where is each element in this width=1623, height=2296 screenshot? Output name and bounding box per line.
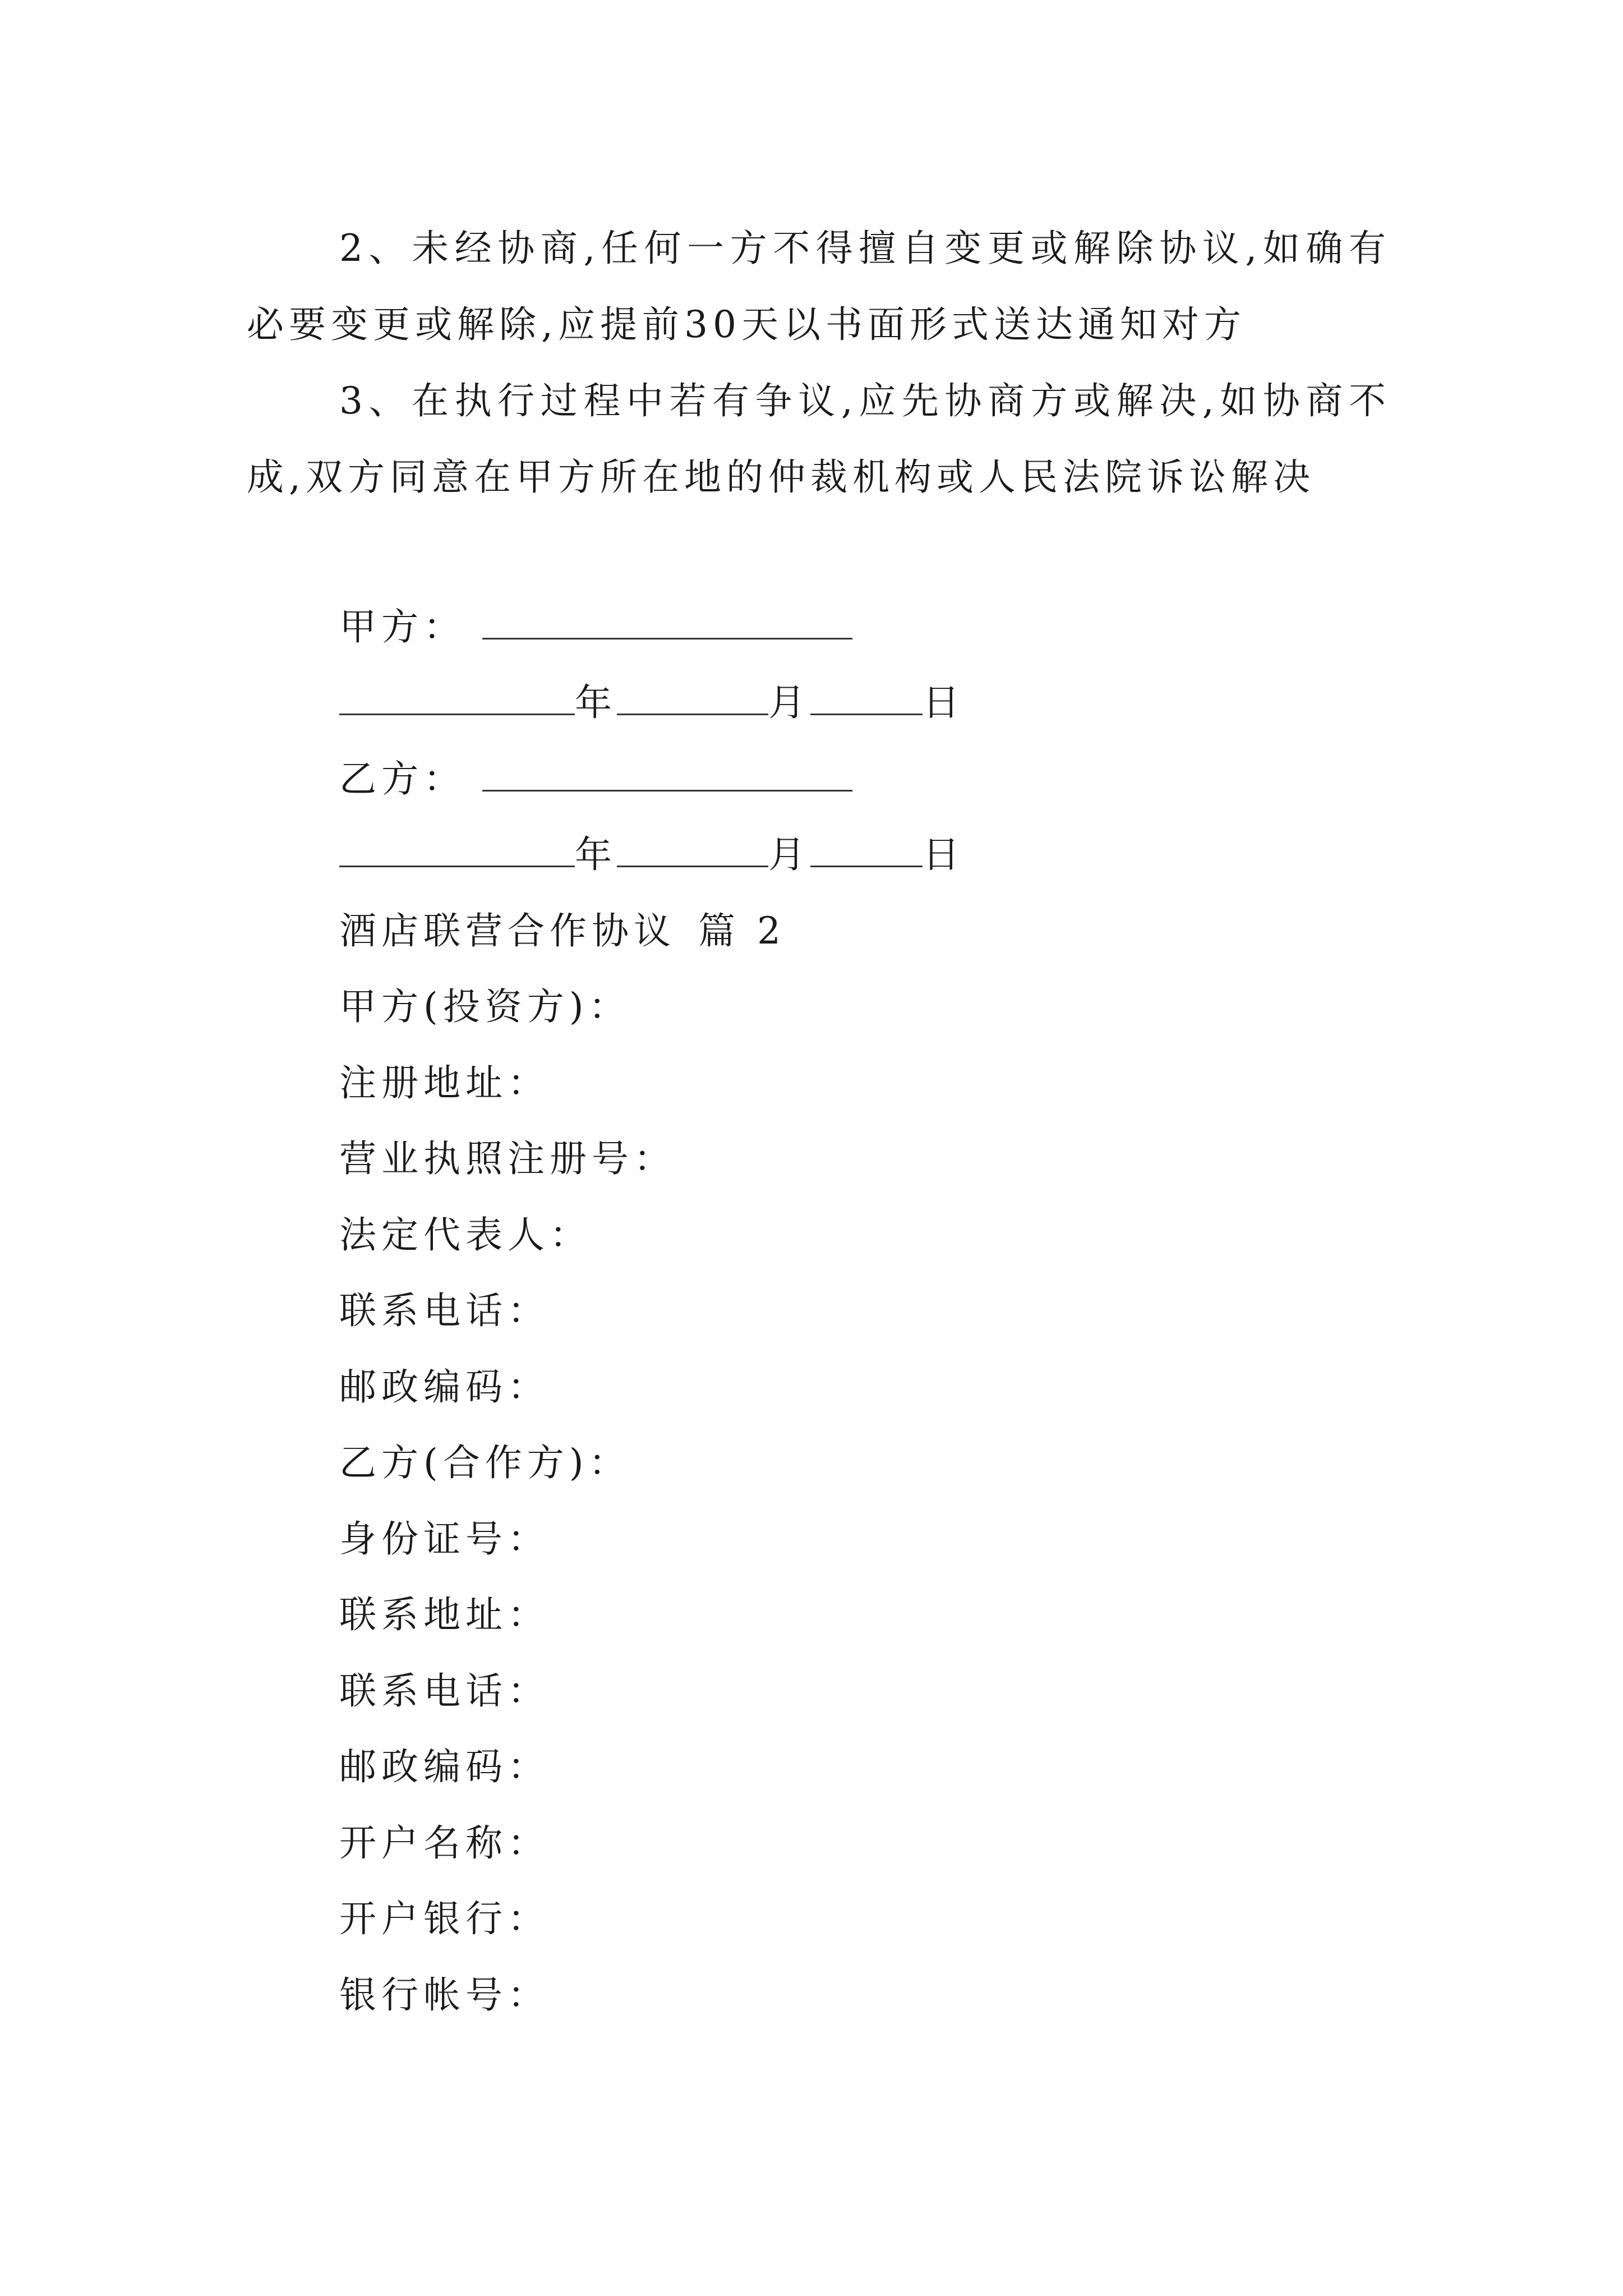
party-a-field: 联系电话： xyxy=(339,1289,550,1332)
party-b-field: 身份证号： xyxy=(339,1517,550,1561)
party-a-signature-blank[interactable] xyxy=(482,605,852,639)
party-a-signature-label: 甲方： xyxy=(339,605,465,648)
party-a-field: 法定代表人： xyxy=(339,1213,592,1257)
party-a-day-blank[interactable] xyxy=(810,681,923,715)
party-b-field: 银行帐号： xyxy=(339,1973,550,2017)
year-label: 年 xyxy=(575,681,617,724)
section-title xyxy=(339,909,786,954)
party-a-heading: 甲方(投资方)： xyxy=(339,985,631,1028)
party-b-signature-line xyxy=(339,757,852,802)
party-b-field: 开户银行： xyxy=(339,1897,550,1940)
party-b-year-blank[interactable] xyxy=(339,833,575,867)
section-title-part: 篇 2 xyxy=(698,909,786,953)
party-a-date-line xyxy=(339,680,965,725)
party-b-signature-blank[interactable] xyxy=(482,757,852,792)
party-a-field: 邮政编码： xyxy=(339,1365,550,1409)
party-a-signature-line xyxy=(339,605,852,650)
party-a-field: 注册地址： xyxy=(339,1061,550,1105)
section-title-text: 酒店联营合作协议 xyxy=(339,909,676,953)
clause-2: 2、未经协商,任何一方不得擅自变更或解除协议,如确有必要变更或解除,应提前30天以书面形式送达通知对方 xyxy=(247,227,1391,346)
month-label: 月 xyxy=(768,833,810,876)
party-b-field: 联系地址： xyxy=(339,1593,550,1636)
party-a-field: 营业执照注册号： xyxy=(339,1137,676,1180)
party-b-date-line xyxy=(339,832,965,877)
party-b-heading: 乙方(合作方)： xyxy=(339,1441,631,1484)
party-b-signature-label: 乙方： xyxy=(339,757,465,800)
party-b-day-blank[interactable] xyxy=(810,833,923,867)
party-b-field: 联系电话： xyxy=(339,1669,550,1713)
party-a-month-blank[interactable] xyxy=(617,681,768,715)
party-b-field: 开户名称： xyxy=(339,1821,550,1865)
party-b-field: 邮政编码： xyxy=(339,1745,550,1788)
clause-3: 3、在执行过程中若有争议,应先协商方或解决,如协商不成,双方同意在甲方所在地的仲裁机构或人民法院诉讼解决 xyxy=(247,379,1391,499)
party-b-month-blank[interactable] xyxy=(617,833,768,867)
day-label: 日 xyxy=(923,833,965,876)
month-label: 月 xyxy=(768,681,810,724)
party-a-year-blank[interactable] xyxy=(339,681,575,715)
day-label: 日 xyxy=(923,681,965,724)
year-label: 年 xyxy=(575,833,617,876)
